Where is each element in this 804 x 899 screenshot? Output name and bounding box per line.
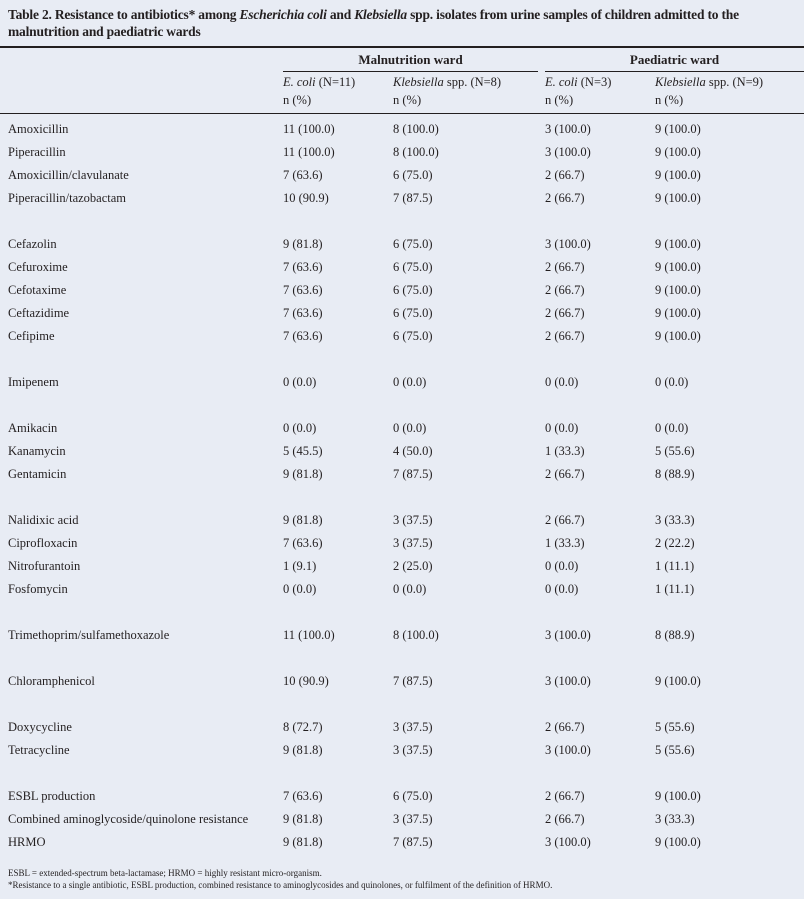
resistance-value: 3 (100.0) (545, 674, 591, 688)
resistance-value: 7 (63.6) (283, 260, 323, 274)
resistance-value: 3 (100.0) (545, 145, 591, 159)
table-row (0, 670, 804, 693)
antibiotic-name: Ceftazidime (8, 306, 70, 320)
organism-name: E. coli (283, 75, 316, 89)
resistance-value: 9 (100.0) (655, 283, 701, 297)
resistance-value: 2 (22.2) (655, 536, 695, 550)
resistance-value: 8 (100.0) (393, 145, 439, 159)
resistance-value: 9 (100.0) (655, 835, 701, 849)
resistance-value: 9 (100.0) (655, 674, 701, 688)
title-klebsiella: Klebsiella (354, 7, 407, 22)
resistance-value: 0 (0.0) (545, 559, 579, 573)
table-row (0, 302, 804, 325)
organism-name: Klebsiella (393, 75, 444, 89)
antibiotic-name: Combined aminoglycoside/quinolone resistance (8, 812, 249, 826)
resistance-value: 2 (66.7) (545, 467, 585, 481)
resistance-value: 8 (88.9) (655, 628, 695, 642)
resistance-value: 9 (81.8) (283, 835, 323, 849)
resistance-value: 7 (63.6) (283, 283, 323, 297)
table-row (0, 624, 804, 647)
antibiotic-name: Cefotaxime (8, 283, 67, 297)
antibiotic-name: Chloramphenicol (8, 674, 95, 688)
spacer-row (0, 210, 804, 233)
resistance-value: 0 (0.0) (545, 421, 579, 435)
resistance-value: 10 (90.9) (283, 674, 329, 688)
table-row (0, 831, 804, 854)
column-unit: n (%) (393, 93, 422, 107)
resistance-value: 9 (81.8) (283, 513, 323, 527)
organism-name: Klebsiella (655, 75, 706, 89)
table-row (0, 808, 804, 831)
resistance-value: 3 (100.0) (545, 628, 591, 642)
resistance-value: 3 (100.0) (545, 835, 591, 849)
table-row (0, 118, 804, 141)
resistance-value: 3 (100.0) (545, 122, 591, 136)
table-row (0, 463, 804, 486)
group-header-malnutrition: Malnutrition ward (358, 52, 463, 67)
resistance-value: 2 (66.7) (545, 329, 585, 343)
resistance-value: 9 (81.8) (283, 467, 323, 481)
resistance-value: 0 (0.0) (545, 375, 579, 389)
table-row (0, 509, 804, 532)
resistance-value: 10 (90.9) (283, 191, 329, 205)
resistance-value: 9 (100.0) (655, 260, 701, 274)
resistance-value: 1 (11.1) (655, 582, 695, 596)
resistance-value: 7 (63.6) (283, 536, 323, 550)
spacer-row (0, 601, 804, 624)
table-row (0, 164, 804, 187)
table-title (8, 6, 798, 40)
antibiotic-name: Amoxicillin (8, 122, 69, 136)
resistance-value: 2 (66.7) (545, 168, 585, 182)
resistance-value: 3 (100.0) (545, 743, 591, 757)
resistance-value: 8 (88.9) (655, 467, 695, 481)
table-row (0, 256, 804, 279)
resistance-value: 8 (72.7) (283, 720, 323, 734)
resistance-value: 8 (100.0) (393, 122, 439, 136)
resistance-value: 1 (11.1) (655, 559, 695, 573)
antibiotic-name: Kanamycin (8, 444, 66, 458)
column-unit: n (%) (655, 93, 684, 107)
resistance-value: 9 (100.0) (655, 168, 701, 182)
title-text: spp. isolates from urine samples of children admitted to the malnutrition and paediatric wards (8, 7, 739, 39)
table-row (0, 141, 804, 164)
resistance-value: 6 (75.0) (393, 329, 433, 343)
resistance-value: 7 (63.6) (283, 329, 323, 343)
antibiotic-name: Fosfomycin (8, 582, 68, 596)
organism-name: E. coli (545, 75, 578, 89)
resistance-value: 3 (37.5) (393, 720, 433, 734)
resistance-value: 2 (66.7) (545, 812, 585, 826)
resistance-value: 3 (37.5) (393, 743, 433, 757)
resistance-value: 2 (66.7) (545, 789, 585, 803)
table-row (0, 233, 804, 256)
spacer-row (0, 394, 804, 417)
resistance-value: 9 (100.0) (655, 237, 701, 251)
resistance-value: 4 (50.0) (393, 444, 433, 458)
title-ecoli: Escherichia coli (239, 7, 327, 22)
resistance-value: 9 (100.0) (655, 145, 701, 159)
resistance-value: 2 (66.7) (545, 513, 585, 527)
resistance-value: 5 (55.6) (655, 743, 695, 757)
footnote-abbreviations: ESBL = extended-spectrum beta-lactamase; HRMO = highly resistant micro-organism. (8, 868, 322, 878)
title-text: and (326, 7, 355, 22)
resistance-value: 6 (75.0) (393, 168, 433, 182)
antibiotic-name: Doxycycline (8, 720, 72, 734)
sample-size: (N=3) (577, 75, 612, 89)
resistance-value: 0 (0.0) (393, 375, 427, 389)
antibiotic-name: HRMO (8, 835, 46, 849)
resistance-value: 2 (66.7) (545, 191, 585, 205)
resistance-value: 9 (100.0) (655, 329, 701, 343)
column-header (393, 75, 501, 90)
column-header (545, 75, 611, 90)
antibiotic-name: Piperacillin/tazobactam (8, 191, 127, 205)
resistance-value: 3 (37.5) (393, 513, 433, 527)
antibiotic-name: Imipenem (8, 375, 59, 389)
top-rule (0, 46, 804, 48)
resistance-value: 7 (87.5) (393, 674, 433, 688)
resistance-value: 1 (33.3) (545, 536, 585, 550)
antibiotic-name: Cefazolin (8, 237, 57, 251)
resistance-value: 1 (33.3) (545, 444, 585, 458)
table-row (0, 417, 804, 440)
resistance-value: 3 (37.5) (393, 536, 433, 550)
column-header (283, 75, 355, 90)
antibiotic-name: Cefipime (8, 329, 55, 343)
antibiotic-name: Gentamicin (8, 467, 67, 481)
resistance-value: 0 (0.0) (283, 375, 317, 389)
resistance-value: 5 (45.5) (283, 444, 323, 458)
table-row (0, 739, 804, 762)
resistance-value: 2 (66.7) (545, 260, 585, 274)
resistance-value: 11 (100.0) (283, 122, 335, 136)
spacer-row (0, 762, 804, 785)
resistance-value: 2 (66.7) (545, 720, 585, 734)
table-row (0, 785, 804, 808)
resistance-value: 7 (87.5) (393, 835, 433, 849)
resistance-value: 9 (100.0) (655, 122, 701, 136)
resistance-value: 3 (33.3) (655, 513, 695, 527)
resistance-value: 7 (63.6) (283, 789, 323, 803)
resistance-value: 7 (63.6) (283, 168, 323, 182)
resistance-value: 6 (75.0) (393, 260, 433, 274)
resistance-value: 0 (0.0) (393, 421, 427, 435)
table-row (0, 532, 804, 555)
footnote-definition: *Resistance to a single antibiotic, ESBL production, combined resistance to aminoglycosides and quinolones, or fulfilment of the definition of HRMO. (8, 880, 553, 890)
antibiotic-name: Piperacillin (8, 145, 66, 159)
spacer-row (0, 693, 804, 716)
resistance-value: 2 (66.7) (545, 306, 585, 320)
sample-size: spp. (N=9) (705, 75, 764, 89)
resistance-value: 3 (37.5) (393, 812, 433, 826)
antibiotic-name: Amoxicillin/clavulanate (8, 168, 129, 182)
antibiotic-name: Nalidixic acid (8, 513, 79, 527)
resistance-value: 6 (75.0) (393, 237, 433, 251)
table-row (0, 187, 804, 210)
resistance-value: 9 (81.8) (283, 743, 323, 757)
spacer-row (0, 486, 804, 509)
resistance-value: 9 (100.0) (655, 789, 701, 803)
table-row (0, 555, 804, 578)
table-row (0, 578, 804, 601)
spacer-row (0, 647, 804, 670)
resistance-value: 11 (100.0) (283, 145, 335, 159)
antibiotic-name: ESBL production (8, 789, 96, 803)
resistance-value: 6 (75.0) (393, 789, 433, 803)
sample-size: (N=11) (315, 75, 356, 89)
header-rule (0, 113, 804, 114)
resistance-value: 7 (87.5) (393, 467, 433, 481)
resistance-value: 0 (0.0) (655, 421, 689, 435)
antibiotic-name: Nitrofurantoin (8, 559, 81, 573)
title-text: Table 2. Resistance to antibiotics* among (8, 7, 240, 22)
resistance-value: 9 (100.0) (655, 306, 701, 320)
spacer-row (0, 348, 804, 371)
resistance-value: 0 (0.0) (283, 582, 317, 596)
resistance-value: 0 (0.0) (283, 421, 317, 435)
resistance-value: 2 (66.7) (545, 283, 585, 297)
resistance-value: 8 (100.0) (393, 628, 439, 642)
antibiotic-name: Tetracycline (8, 743, 70, 757)
group-rule (283, 71, 538, 72)
group-rule (545, 71, 804, 72)
resistance-value: 0 (0.0) (545, 582, 579, 596)
resistance-value: 9 (100.0) (655, 191, 701, 205)
sample-size: spp. (N=8) (443, 75, 502, 89)
antibiotic-name: Cefuroxime (8, 260, 68, 274)
column-header (655, 75, 763, 90)
table-row (0, 279, 804, 302)
table-row (0, 716, 804, 739)
resistance-value: 11 (100.0) (283, 628, 335, 642)
resistance-value: 9 (81.8) (283, 237, 323, 251)
resistance-value: 6 (75.0) (393, 306, 433, 320)
antibiotic-name: Trimethoprim/sulfamethoxazole (8, 628, 170, 642)
column-unit: n (%) (545, 93, 574, 107)
antibiotic-name: Ciprofloxacin (8, 536, 78, 550)
resistance-value: 7 (63.6) (283, 306, 323, 320)
table-row (0, 325, 804, 348)
antibiotic-name: Amikacin (8, 421, 58, 435)
resistance-value: 0 (0.0) (393, 582, 427, 596)
resistance-value: 2 (25.0) (393, 559, 433, 573)
resistance-value: 1 (9.1) (283, 559, 317, 573)
resistance-value: 6 (75.0) (393, 283, 433, 297)
table-row (0, 440, 804, 463)
resistance-value: 5 (55.6) (655, 444, 695, 458)
column-unit: n (%) (283, 93, 312, 107)
resistance-value: 0 (0.0) (655, 375, 689, 389)
resistance-value: 9 (81.8) (283, 812, 323, 826)
table-row (0, 371, 804, 394)
resistance-value: 7 (87.5) (393, 191, 433, 205)
group-header-paediatric: Paediatric ward (629, 52, 720, 67)
resistance-value: 5 (55.6) (655, 720, 695, 734)
resistance-value: 3 (100.0) (545, 237, 591, 251)
resistance-value: 3 (33.3) (655, 812, 695, 826)
